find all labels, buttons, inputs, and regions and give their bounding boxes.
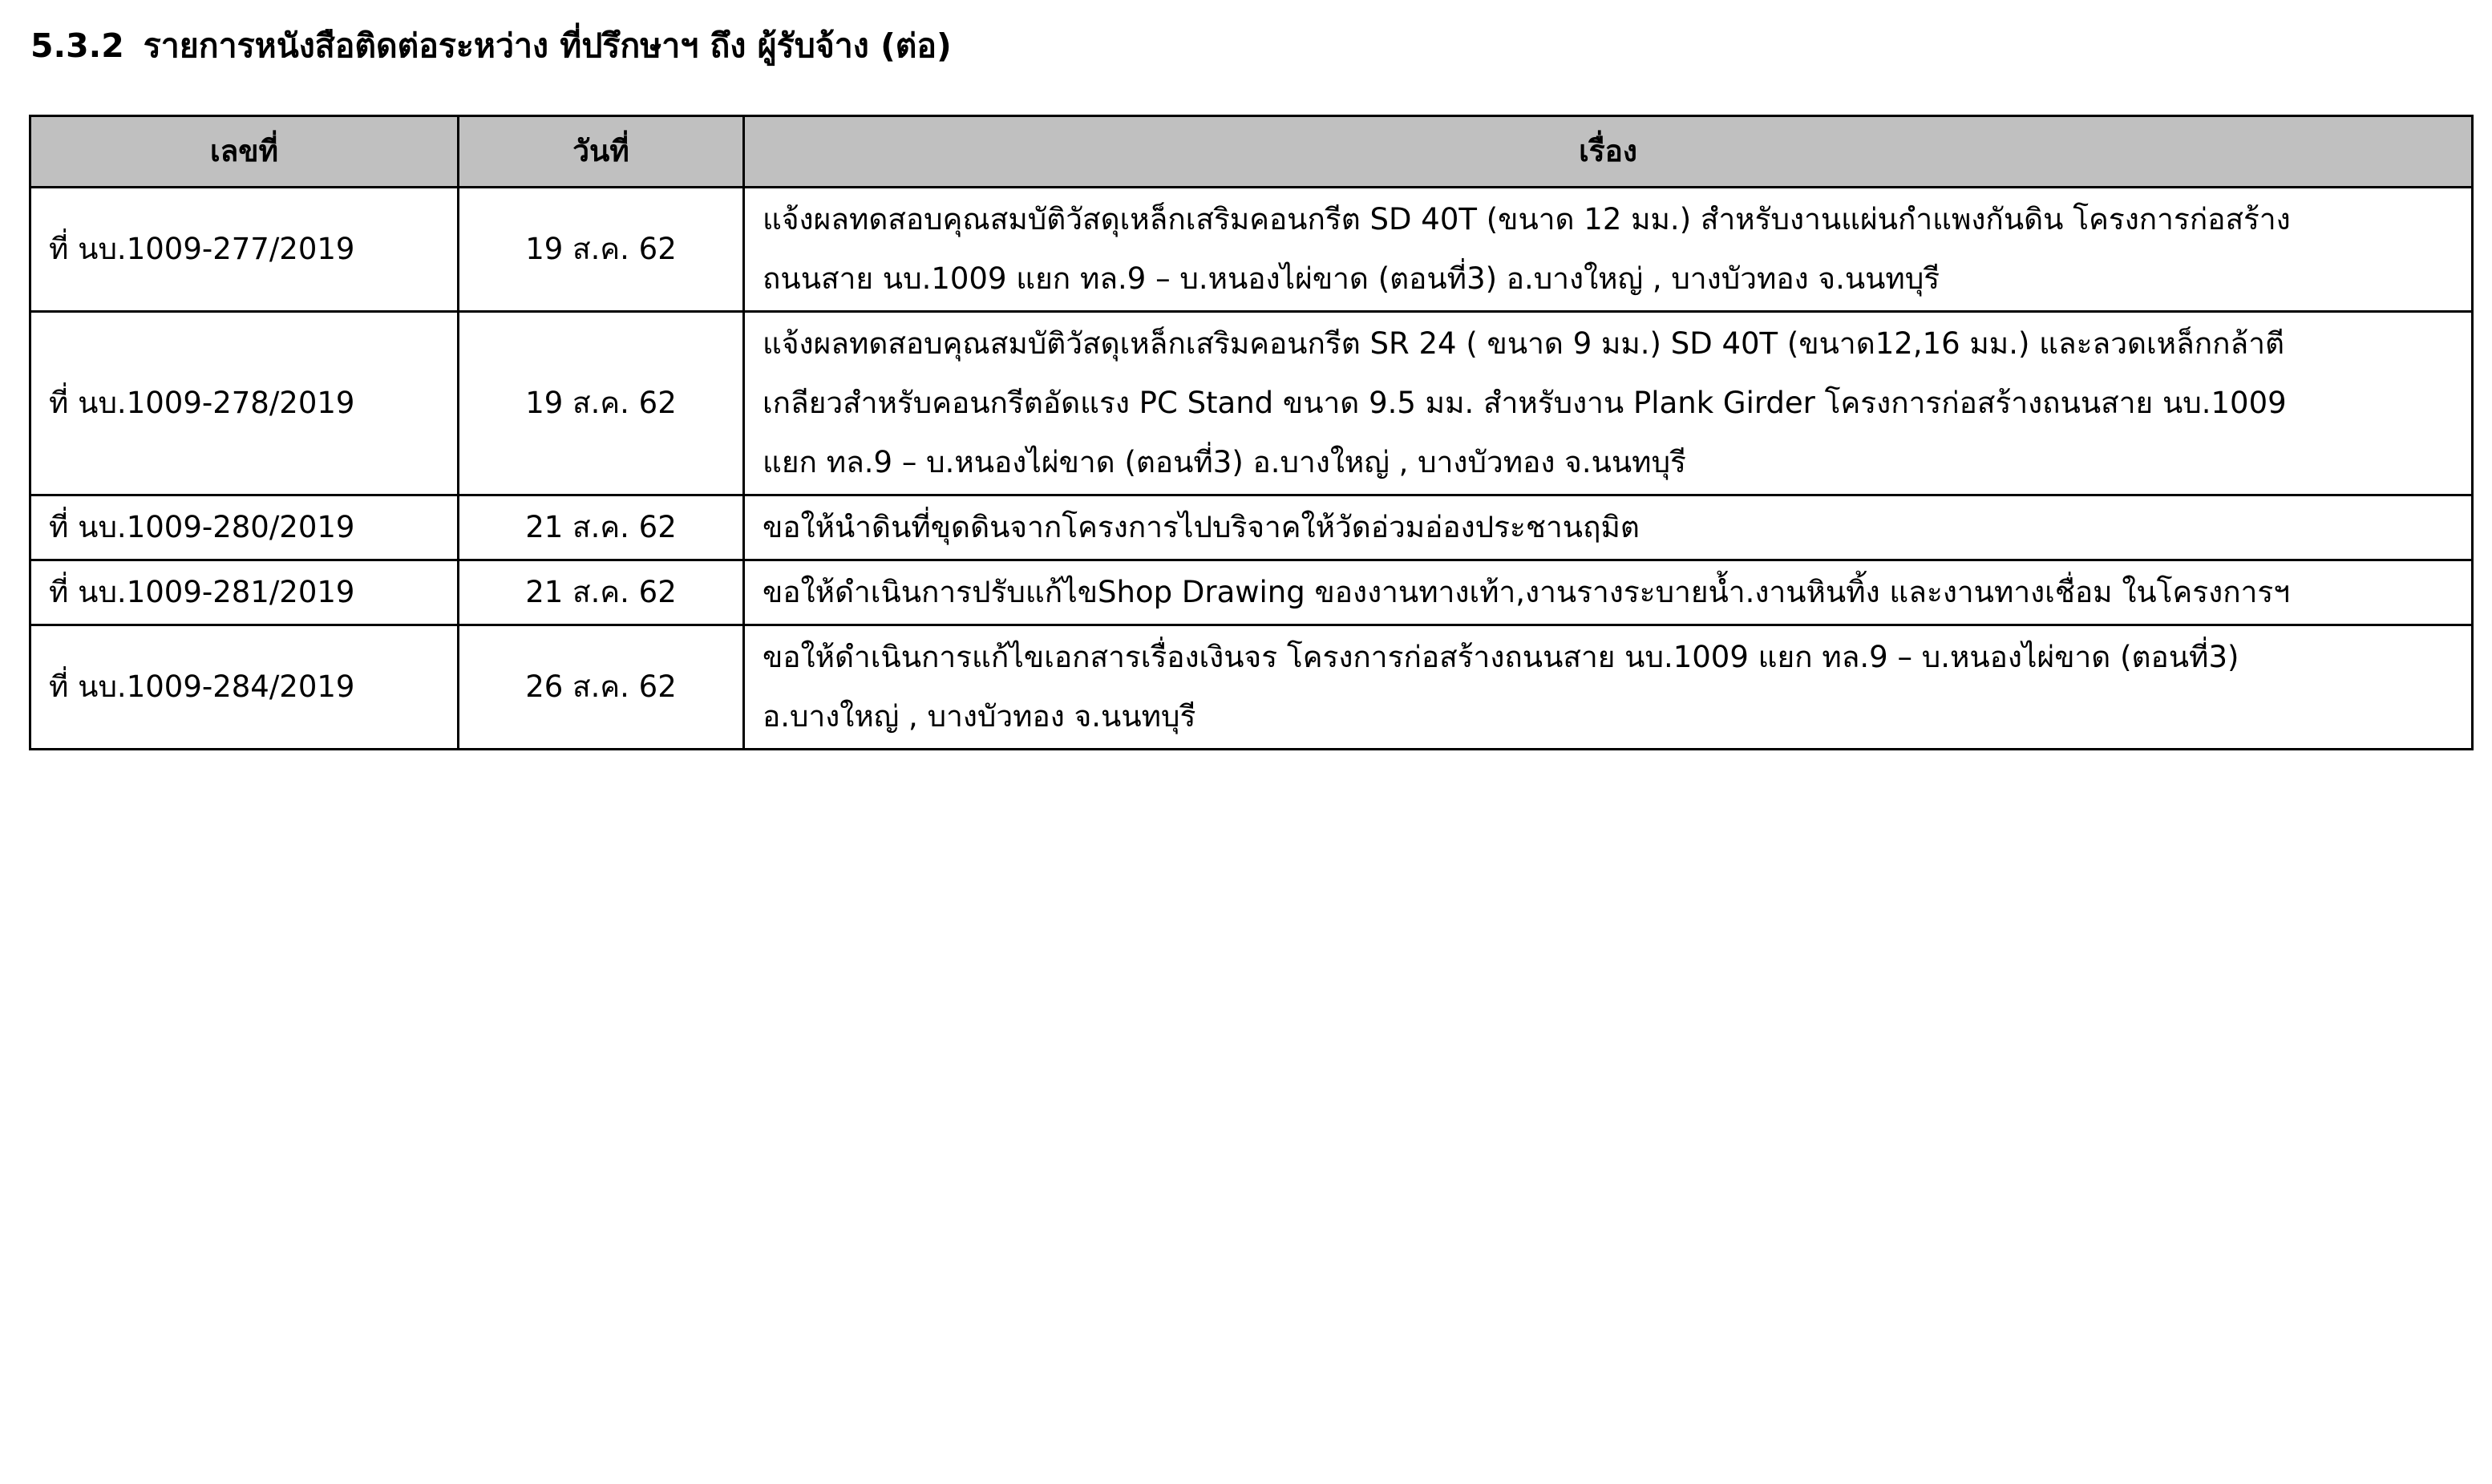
letter-subject (744, 560, 2473, 625)
table-row (30, 188, 2473, 312)
table-row (30, 312, 2473, 495)
letter-subject (744, 312, 2473, 495)
column-header-number: เลขที่ (30, 116, 459, 188)
subject-line: แจ้งผลทดสอบคุณสมบัติวัสดุเหล็กเสริมคอนกรีต SR 24 ( ขนาด 9 มม.) SD 40T (ขนาด12,16 มม.) และลวดเหล็กกล้าตี (763, 326, 2285, 361)
subject-line: ขอให้ดำเนินการแก้ไขเอกสารเรื่องเงินจร โครงการก่อสร้างถนนสาย นบ.1009 แยก ทล.9 – บ.หนองไผ่ขาด (ตอนที่3) (763, 640, 2239, 674)
correspondence-table (29, 115, 2474, 750)
letter-number: ที่ นบ.1009-281/2019 (30, 560, 459, 625)
table-header-row (30, 116, 2473, 188)
letter-subject (744, 495, 2473, 560)
letter-subject (744, 188, 2473, 312)
section-number: 5.3.2 (30, 26, 124, 65)
table-row (30, 495, 2473, 560)
letter-number: ที่ นบ.1009-278/2019 (30, 312, 459, 495)
letter-date: 19 ส.ค. 62 (459, 312, 744, 495)
table-row (30, 625, 2473, 750)
letter-number: ที่ นบ.1009-277/2019 (30, 188, 459, 312)
table-row (30, 560, 2473, 625)
subject-line: ขอให้นำดินที่ขุดดินจากโครงการไปบริจาคให้วัดอ่วมอ่องประชานฤมิต (763, 510, 1640, 544)
column-header-subject: เรื่อง (744, 116, 2473, 188)
column-header-date: วันที่ (459, 116, 744, 188)
subject-line: เกลียวสำหรับคอนกรีตอัดแรง PC Stand ขนาด 9.5 มม. สำหรับงาน Plank Girder โครงการก่อสร้างถนนสาย นบ.1009 (763, 386, 2287, 420)
letter-number: ที่ นบ.1009-280/2019 (30, 495, 459, 560)
letter-date: 19 ส.ค. 62 (459, 188, 744, 312)
subject-line: ขอให้ดำเนินการปรับแก้ไขShop Drawing ของงานทางเท้า,งานรางระบายน้ำ.งานหินทิ้ง และงานทางเชื่อม ในโครงการฯ (763, 575, 2291, 609)
section-heading (30, 21, 952, 71)
letter-date: 21 ส.ค. 62 (459, 560, 744, 625)
letter-subject (744, 625, 2473, 750)
letter-number: ที่ นบ.1009-284/2019 (30, 625, 459, 750)
subject-line: แจ้งผลทดสอบคุณสมบัติวัสดุเหล็กเสริมคอนกรีต SD 40T (ขนาด 12 มม.) สำหรับงานแผ่นกำแพงกันดิน โครงการก่อสร้าง (763, 202, 2291, 237)
section-title: รายการหนังสือติดต่อระหว่าง ที่ปรึกษาฯ ถึง ผู้รับจ้าง (ต่อ) (143, 26, 952, 65)
subject-line: ถนนสาย นบ.1009 แยก ทล.9 – บ.หนองไผ่ขาด (ตอนที่3) อ.บางใหญ่ , บางบัวทอง จ.นนทบุรี (763, 261, 1940, 296)
letter-date: 26 ส.ค. 62 (459, 625, 744, 750)
letter-date: 21 ส.ค. 62 (459, 495, 744, 560)
subject-line: แยก ทล.9 – บ.หนองไผ่ขาด (ตอนที่3) อ.บางใหญ่ , บางบัวทอง จ.นนทบุรี (763, 445, 1686, 479)
subject-line: อ.บางใหญ่ , บางบัวทอง จ.นนทบุรี (763, 699, 1196, 734)
